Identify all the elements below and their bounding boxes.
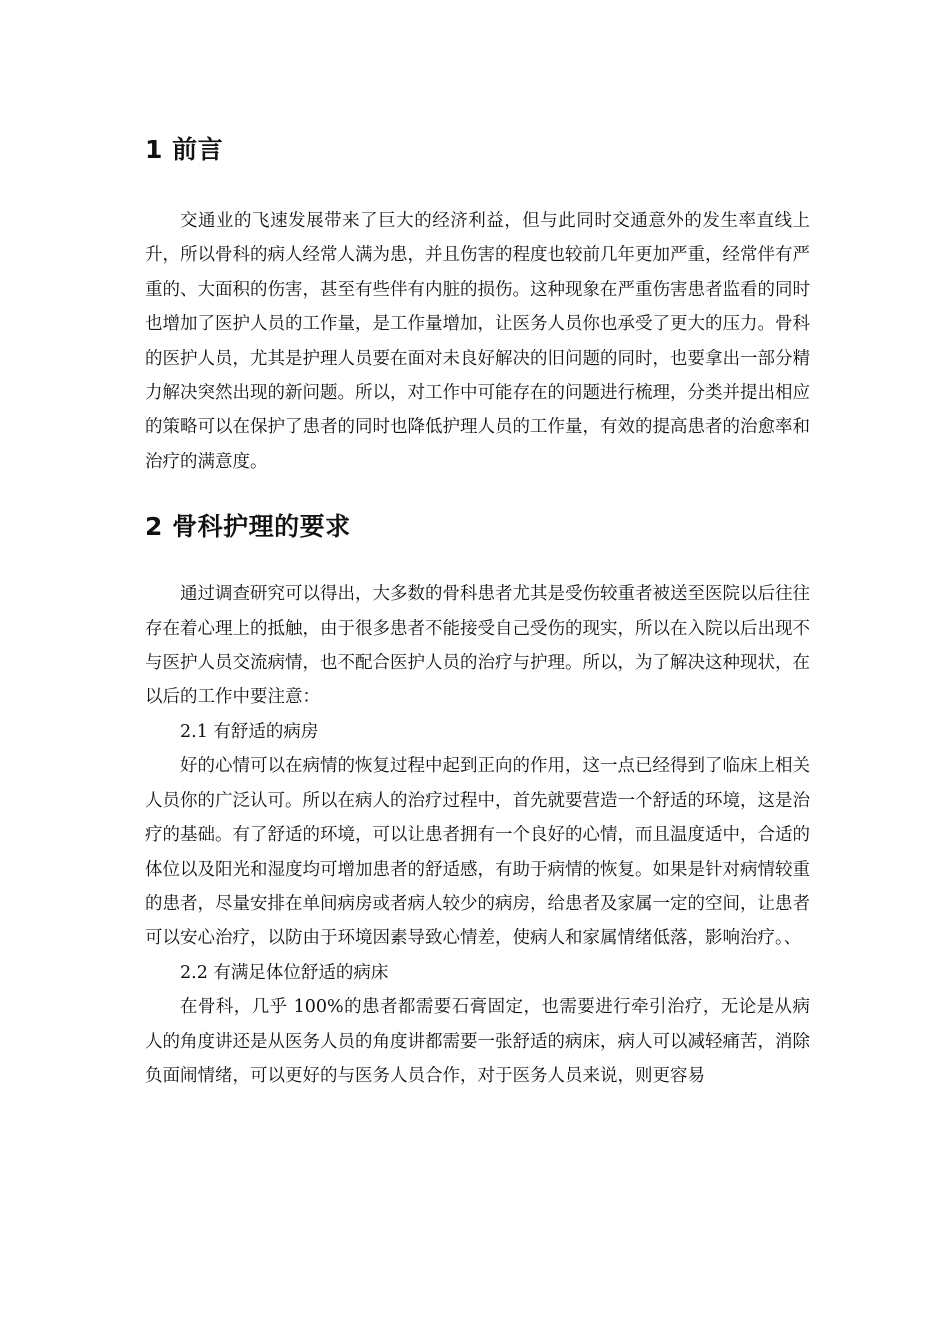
subsection-heading-bed: 2.2 有满足体位舒适的病床 — [180, 962, 389, 983]
section-title-orthopedic-nursing: 2 骨科护理的要求 — [145, 512, 351, 542]
subsection-body-bed: 在骨科，几乎 100%的患者都需要石膏固定，也需要进行牵引治疗，无论是从病人的角度讲还是从医务人员的角度讲都需要一张舒适的病床，病人可以减轻痛苦，消除负面闹情绪，可以更好的与医务人员合作，对于医务人员来说，则更容易 — [145, 997, 810, 1086]
section-title-preface: 1 前言 — [145, 135, 224, 164]
preface-paragraph: 交通业的飞速发展带来了巨大的经济利益，但与此同时交通意外的发生率直线上升，所以骨科的病人经常人满为患，并且伤害的程度也较前几年更加严重，经常伴有严重的、大面积的伤害，甚至有些伴有内脏的损伤。这种现象在严重伤害患者监看的同时也增加了医护人员的工作量，是工作量增加，让医务人员你也承受了更大的压力。骨科的医护人员，尤其是护理人员要在面对未良好解决的旧问题的同时，也要拿出一部分精力解决突然出现的新问题。所以，对工作中可能存在的问题进行梳理，分类并提出相应的策略可以在保护了患者的同时也降低护理人员的工作量，有效的提高患者的治愈率和治疗的满意度。 — [145, 211, 810, 472]
subsection-body-ward: 好的心情可以在病情的恢复过程中起到正向的作用，这一点已经得到了临床上相关人员你的广泛认可。所以在病人的治疗过程中，首先就要营造一个舒适的环境，这是治疗的基础。有了舒适的环境，可以让患者拥有一个良好的心情，而且温度适中，合适的体位以及阳光和湿度均可增加患者的舒适感，有助于病情的恢复。如果是针对病情较重的患者，尽量安排在单间病房或者病人较少的病房，给患者及家属一定的空间，让患者可以安心治疗，以防由于环境因素导致心情差，使病人和家属情绪低落，影响治疗。、 — [145, 756, 810, 949]
subsection-heading-ward: 2.1 有舒适的病房 — [180, 721, 319, 742]
document-content — [145, 128, 810, 1093]
section-2-intro-paragraph: 通过调查研究可以得出，大多数的骨科患者尤其是受伤较重者被送至医院以后往往存在着心理上的抵触，由于很多患者不能接受自己受伤的现实，所以在入院以后出现不与医护人员交流病情，也不配合医护人员的治疗与护理。所以，为了解决这种现状，在以后的工作中要注意： — [145, 584, 810, 708]
